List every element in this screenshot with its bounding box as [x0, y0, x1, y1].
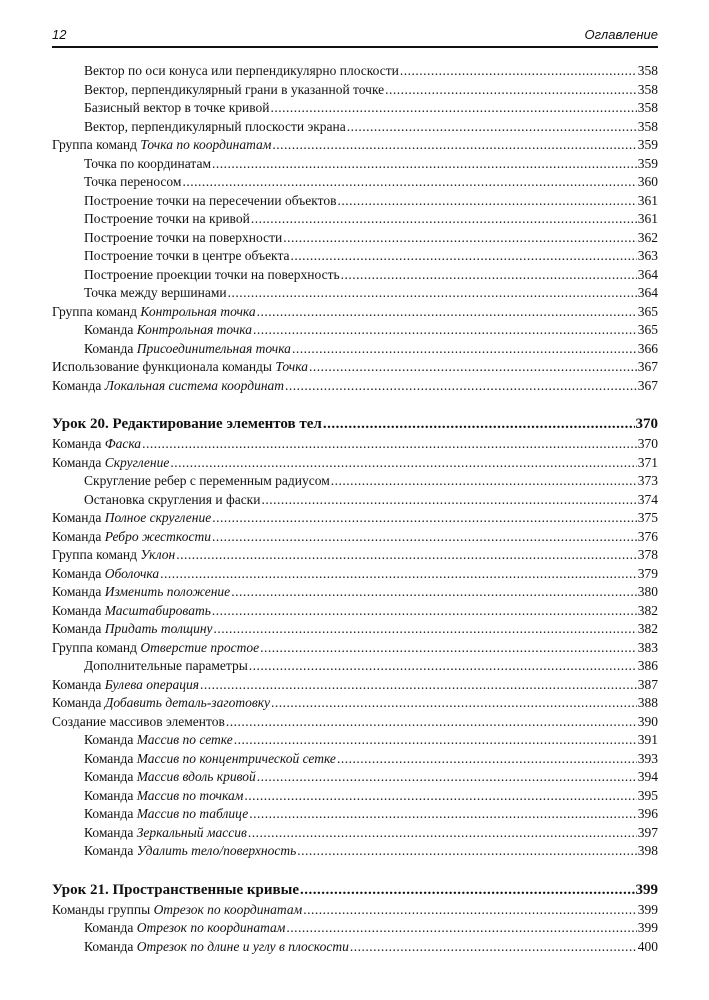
toc-page-number: 386 — [637, 658, 658, 673]
toc-entry-text: Построение точки на пересечении объектов — [84, 192, 337, 208]
dot-leader — [248, 824, 637, 843]
toc-entry-title — [52, 546, 175, 565]
dot-leader — [212, 155, 637, 174]
dot-leader — [170, 454, 636, 473]
dot-leader — [341, 266, 637, 285]
toc-page-number: 393 — [637, 750, 658, 766]
dot-leader — [285, 377, 637, 396]
toc-page-number: 359 — [637, 137, 658, 152]
dot-leader — [309, 358, 637, 377]
toc-entry-text: Построение точки в центре объекта — [84, 248, 290, 263]
toc-page-number: 395 — [637, 787, 658, 803]
toc-page-number: 361 — [637, 211, 658, 226]
toc-entry-text: Команда — [84, 920, 137, 935]
dot-leader — [176, 546, 637, 565]
dot-leader — [212, 528, 637, 547]
toc-entry[interactable] — [52, 583, 658, 602]
dot-leader — [400, 62, 637, 81]
toc-entry-text: Команда — [84, 732, 137, 747]
toc-entry-title — [52, 620, 213, 639]
toc-entry[interactable] — [52, 805, 658, 824]
dot-leader — [286, 919, 636, 938]
toc-entry-italic-text: Массив по сетке — [136, 732, 233, 747]
toc-page-number: 399 — [637, 920, 658, 935]
toc-entry-text: Дополнительные параметры — [84, 658, 248, 673]
toc-entry[interactable] — [52, 824, 658, 843]
toc-entry-italic-text: Отверстие простое — [140, 639, 260, 655]
toc-entry-text: Точка переносом — [84, 174, 182, 189]
toc-entry-title — [84, 247, 290, 266]
toc-entry-italic-text: Контрольная точка — [140, 303, 256, 319]
toc-page-number: 400 — [637, 938, 658, 954]
toc-entry-text: Команда — [84, 769, 137, 784]
dot-leader — [337, 750, 637, 769]
toc-page-number: 358 — [637, 81, 658, 97]
dot-leader — [257, 303, 637, 322]
dot-leader — [257, 768, 637, 787]
toc-entry-text: Команда — [52, 436, 105, 451]
dot-leader — [226, 713, 637, 732]
toc-page-number: 399 — [637, 901, 658, 917]
toc-entry[interactable] — [52, 731, 658, 750]
toc-entry-text: Скругление ребер с переменным радиусом — [84, 473, 330, 488]
toc-entry-italic-text: Оболочка — [104, 565, 160, 581]
toc-entry-italic-text: Контрольная точка — [136, 322, 252, 337]
toc-entry[interactable] — [52, 377, 658, 396]
toc-entry-text: Группа команд — [52, 547, 141, 562]
toc-lesson-entry[interactable] — [52, 414, 658, 435]
toc-entry-text: Команда — [52, 528, 105, 544]
toc-page-number: 394 — [637, 769, 658, 784]
toc-entry-text: Команда — [84, 322, 137, 337]
toc-entry[interactable] — [52, 454, 658, 473]
dot-leader — [249, 805, 637, 824]
toc-entry-text: Вектор, перпендикулярный плоскости экрана — [84, 118, 346, 134]
toc-entry[interactable] — [52, 620, 658, 639]
dot-leader — [337, 192, 636, 211]
toc-entry[interactable] — [52, 340, 658, 359]
toc-entry[interactable] — [52, 750, 658, 769]
dot-leader — [303, 901, 637, 920]
toc-entry-italic-text: Присоединительная точка — [136, 340, 291, 356]
toc-page-number: 373 — [637, 473, 658, 488]
toc-page-number: 397 — [637, 824, 658, 840]
toc-page-number: 370 — [635, 416, 658, 432]
toc-page-number: 370 — [637, 436, 658, 451]
toc-entry-italic-text: Отрезок по координатам — [136, 920, 286, 935]
toc-entry-title — [84, 210, 250, 229]
toc-entry-title — [84, 266, 340, 285]
toc-entry-text: Построение точки на кривой — [84, 211, 250, 226]
toc-page-number: 363 — [637, 248, 658, 263]
toc-page-number: 371 — [637, 454, 658, 470]
toc-entry-text: Группа команд — [52, 639, 141, 655]
toc-entry-italic-text: Полное скругление — [104, 510, 212, 525]
toc-entry-title — [52, 509, 211, 528]
toc-page-number: 366 — [637, 340, 658, 356]
toc-entry-italic-text: Локальная система координат — [104, 377, 285, 393]
toc-entry-title — [52, 565, 159, 584]
toc-entry-text: Вектор, перпендикулярный грани в указанной точке — [84, 81, 385, 97]
toc-entry-title — [52, 528, 211, 547]
dot-leader — [234, 731, 637, 750]
toc-entry-title — [52, 358, 308, 377]
toc-entry[interactable] — [52, 639, 658, 658]
toc-entry-italic-text: Придать толщину — [104, 621, 213, 636]
toc-entry-title — [84, 81, 384, 100]
toc-page-number: 361 — [637, 192, 658, 208]
toc-entry[interactable] — [52, 284, 658, 303]
dot-leader — [182, 173, 636, 192]
toc-entry[interactable] — [52, 528, 658, 547]
toc-entry[interactable] — [52, 247, 658, 266]
toc-entry-italic-text: Точка по координатам — [140, 137, 272, 152]
toc-entry[interactable] — [52, 657, 658, 676]
dot-leader — [331, 472, 637, 491]
toc-entry-text: Базисный вектор в точке кривой — [84, 100, 270, 115]
toc-entry[interactable] — [52, 435, 658, 454]
dot-leader — [214, 620, 637, 639]
toc-entry-italic-text: Булева операция — [104, 676, 200, 692]
toc-entry[interactable] — [52, 491, 658, 510]
toc-page-number: 387 — [637, 676, 658, 692]
toc-entry-title — [52, 880, 299, 901]
toc-entry[interactable] — [52, 136, 658, 155]
toc-entry-title — [52, 454, 169, 473]
toc-entry-text: Команда — [52, 565, 105, 581]
toc-entry-text: Команда — [52, 454, 105, 470]
toc-entry[interactable] — [52, 676, 658, 695]
toc-entry-title — [84, 787, 243, 806]
toc-entry-title — [84, 919, 285, 938]
toc-entry-italic-text: Удалить тело/поверхность — [136, 843, 297, 858]
toc-entry-text: Команда — [52, 510, 105, 525]
toc-entry[interactable] — [52, 768, 658, 787]
toc-entry-italic-text: Массив по концентрической сетке — [136, 750, 336, 766]
toc-page-number: 358 — [637, 100, 658, 115]
toc-entry[interactable] — [52, 358, 658, 377]
toc-entry-text: Команда — [52, 621, 105, 636]
toc-entry-title — [84, 768, 256, 787]
toc-page-number: 382 — [637, 621, 658, 636]
toc-entry-text: Команда — [52, 602, 105, 618]
toc-entry-italic-text: Массив вдоль кривой — [136, 769, 256, 784]
toc-entry-title — [52, 583, 230, 602]
toc-lesson-entry[interactable] — [52, 880, 658, 901]
dot-leader — [292, 340, 637, 359]
toc-page-number: 396 — [637, 806, 658, 821]
toc-entry[interactable] — [52, 173, 658, 192]
toc-page-number: 364 — [637, 266, 658, 282]
toc-entry-text: Остановка скругления и фаски — [84, 491, 261, 507]
toc-entry[interactable] — [52, 713, 658, 732]
toc-entry-italic-text: Массив по таблице — [136, 806, 249, 821]
toc-entry-title — [52, 414, 322, 435]
toc-page-number: 367 — [637, 377, 658, 393]
toc-entry-title — [84, 340, 291, 359]
toc-entry-text: Команда — [84, 340, 137, 356]
toc-entry-title — [84, 173, 181, 192]
toc-entry-title — [52, 303, 256, 322]
toc-entry-title — [52, 713, 225, 732]
toc-entry-title — [84, 99, 270, 118]
toc-entry-italic-text: Зеркальный массив — [136, 824, 247, 840]
toc-entry[interactable] — [52, 303, 658, 322]
toc-entry-title — [52, 676, 199, 695]
toc-entry-italic-text: Изменить положение — [104, 584, 231, 599]
toc-entry-italic-text: Фаска — [104, 436, 142, 451]
toc-entry-text: Точка между вершинами — [84, 285, 227, 300]
toc-page-number: 388 — [637, 695, 658, 710]
toc-entry-text: Команда — [84, 938, 137, 954]
toc-entry[interactable] — [52, 602, 658, 621]
toc-entry-title — [52, 136, 271, 155]
toc-entry-title — [84, 938, 349, 957]
toc-page-number: 391 — [637, 732, 658, 747]
dot-leader — [260, 639, 637, 658]
dot-leader — [142, 435, 637, 454]
toc-page-number: 378 — [637, 547, 658, 562]
page-number: 12 — [52, 27, 67, 42]
toc-entry-title — [52, 639, 259, 658]
toc-entry-italic-text: Ребро жесткости — [104, 528, 211, 544]
dot-leader — [251, 210, 637, 229]
toc-entry-text: Урок 20. Редактирование элементов тел — [52, 416, 322, 432]
toc-entry-title — [84, 284, 227, 303]
toc-entry-title — [84, 229, 282, 248]
toc-entry-title — [52, 694, 270, 713]
toc-entry[interactable] — [52, 99, 658, 118]
dot-leader — [271, 694, 637, 713]
running-title: Оглавление — [584, 27, 658, 42]
toc-entry-italic-text: Уклон — [140, 547, 176, 562]
dot-leader — [231, 583, 637, 602]
toc-entry-text: Команда — [52, 584, 105, 599]
toc-entry-title — [84, 805, 248, 824]
dot-leader — [271, 99, 637, 118]
dot-leader — [261, 491, 636, 510]
toc-entry-italic-text: Скругление — [104, 454, 170, 470]
toc-entry[interactable] — [52, 229, 658, 248]
toc-entry-text: Команда — [84, 806, 137, 821]
header-rule — [52, 46, 658, 48]
toc-page-number: 383 — [637, 639, 658, 655]
toc-page-number: 364 — [637, 285, 658, 300]
toc-entry[interactable] — [52, 472, 658, 491]
toc-entry-italic-text: Точка — [275, 359, 308, 374]
toc-entry[interactable] — [52, 81, 658, 100]
toc-entry[interactable] — [52, 565, 658, 584]
toc-entry-title — [84, 118, 346, 137]
toc-entry[interactable] — [52, 155, 658, 174]
toc-entry-title — [84, 750, 336, 769]
toc-page-number: 359 — [637, 155, 658, 171]
toc-page-number: 398 — [637, 843, 658, 858]
toc-entry-text: Команда — [52, 695, 105, 710]
dot-leader — [249, 657, 637, 676]
toc-entry-title — [84, 321, 252, 340]
toc-entry-title — [52, 377, 284, 396]
toc-entry[interactable] — [52, 546, 658, 565]
toc-entry-text: Команда — [84, 824, 137, 840]
toc-entry-text: Команда — [84, 843, 137, 858]
toc-entry-title — [84, 155, 211, 174]
toc-entry-text: Команда — [84, 750, 137, 766]
toc-page-number: 376 — [637, 528, 658, 544]
dot-leader — [291, 247, 637, 266]
toc-entry-title — [52, 901, 302, 920]
toc-entry[interactable] — [52, 787, 658, 806]
toc-page-number: 360 — [637, 174, 658, 189]
toc-page-number: 379 — [637, 565, 658, 581]
toc-entry-title — [52, 602, 211, 621]
dot-leader — [212, 602, 637, 621]
toc-entry[interactable] — [52, 210, 658, 229]
toc-entry[interactable] — [52, 118, 658, 137]
toc-entry-text: Вектор по оси конуса или перпендикулярно плоскости — [84, 63, 399, 78]
toc-entry-text: Команды группы — [52, 901, 154, 917]
toc-entry-text: Команда — [52, 377, 105, 393]
toc-page-number: 374 — [637, 491, 658, 507]
toc-entry-text: Команда — [84, 787, 137, 803]
toc-entry[interactable] — [52, 266, 658, 285]
toc-entry-title — [84, 192, 336, 211]
dot-leader — [272, 136, 636, 155]
dot-leader — [160, 565, 637, 584]
toc-entry[interactable] — [52, 192, 658, 211]
dot-leader — [283, 229, 637, 248]
toc-page-number: 380 — [637, 584, 658, 599]
toc-entry[interactable] — [52, 938, 658, 957]
toc-entry-italic-text: Отрезок по координатам — [153, 901, 303, 917]
table-of-contents — [52, 62, 658, 956]
toc-page-number: 382 — [637, 602, 658, 618]
toc-entry-text: Урок 21. Пространственные кривые — [52, 881, 300, 898]
toc-entry-title — [84, 842, 296, 861]
dot-leader — [323, 414, 635, 435]
toc-page-number: 390 — [637, 713, 658, 729]
toc-entry-text: Построение проекции точки на поверхность — [84, 266, 340, 282]
toc-entry[interactable] — [52, 509, 658, 528]
toc-entry-text: Использование функционала команды — [52, 359, 276, 374]
toc-entry-italic-text: Масштабировать — [104, 602, 211, 618]
dot-leader — [200, 676, 637, 695]
toc-entry-text: Команда — [52, 676, 105, 692]
toc-entry[interactable] — [52, 901, 658, 920]
toc-entry-title — [84, 731, 233, 750]
toc-entry-text: Построение точки на поверхности — [84, 229, 283, 245]
toc-entry-title — [52, 435, 141, 454]
toc-page-number: 399 — [635, 881, 658, 898]
toc-entry-title — [84, 62, 399, 81]
toc-page-number: 362 — [637, 229, 658, 245]
dot-leader — [212, 509, 637, 528]
dot-leader — [347, 118, 637, 137]
dot-leader — [253, 321, 637, 340]
toc-page-number: 358 — [637, 118, 658, 134]
dot-leader — [385, 81, 637, 100]
toc-entry[interactable] — [52, 321, 658, 340]
toc-entry-title — [84, 824, 247, 843]
toc-page-number: 365 — [637, 303, 658, 319]
toc-entry-text: Группа команд — [52, 303, 141, 319]
dot-leader — [228, 284, 637, 303]
toc-entry[interactable] — [52, 919, 658, 938]
toc-entry-italic-text: Добавить деталь-заготовку — [104, 695, 271, 710]
dot-leader — [244, 787, 636, 806]
toc-entry[interactable] — [52, 694, 658, 713]
toc-entry-title — [84, 657, 248, 676]
toc-page-number: 358 — [637, 63, 658, 78]
toc-entry-text: Группа команд — [52, 137, 141, 152]
toc-entry-italic-text: Массив по точкам — [136, 787, 244, 803]
toc-entry-title — [84, 491, 260, 510]
dot-leader — [297, 842, 637, 861]
toc-entry-text: Создание массивов элементов — [52, 713, 225, 729]
toc-page-number: 367 — [637, 359, 658, 374]
toc-entry[interactable] — [52, 842, 658, 861]
toc-page-number: 365 — [637, 322, 658, 337]
toc-entry-text: Точка по координатам — [84, 155, 211, 171]
toc-entry-italic-text: Отрезок по длине и углу в плоскости — [136, 938, 349, 954]
toc-entry-title — [84, 472, 330, 491]
dot-leader — [350, 938, 637, 957]
dot-leader — [300, 880, 634, 901]
toc-entry[interactable] — [52, 62, 658, 81]
toc-page-number: 375 — [637, 510, 658, 525]
page-header — [52, 27, 658, 45]
